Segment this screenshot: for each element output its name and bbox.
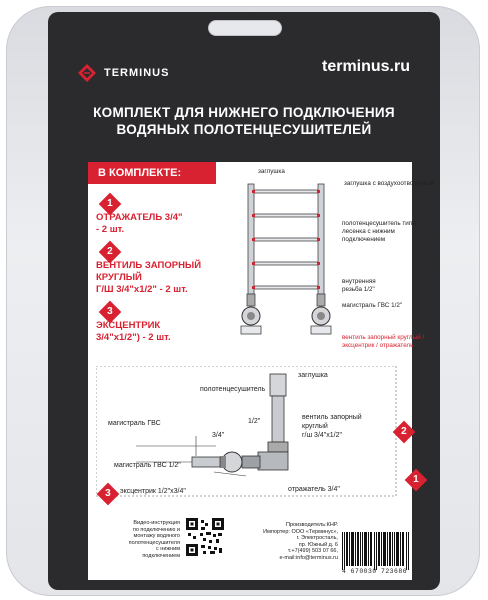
qr-code-icon[interactable] [186,518,224,556]
manufacturer-info: Производитель:КНР. Импортер: ООО «Терминус», г. Электросталь, пр. Южный д. 6 т.+7(499) 503 07 66, e-mail:info@terminus.ru [263,522,338,561]
label-plug-2: заглушка [298,372,328,379]
kit-item-3: ЭКСЦЕНТРИК 3/4"х1/2") - 2 шт. [96,320,171,343]
label-thread-2: резьба 1/2" [342,286,375,293]
label-half-inch: 1/2" [248,418,261,425]
label-valve-1: вентиль запорный круглый / [342,334,425,341]
label-three-quarter: 3/4" [212,432,225,439]
diagram-number-1: 1 [405,469,428,492]
label-valve-2-3: г/ш 3/4"х1/2" [302,432,342,439]
kit-number-1: 1 [99,193,122,216]
label-dryer-1: полотенцесушитель типа [342,220,416,227]
kit-header: В КОМПЛЕКТЕ: [88,162,216,184]
barcode-number: 4 670030 723686 [342,568,408,575]
label-main-gvs: магистраль ГВС 1/2" [342,302,403,309]
label-valve-2: эксцентрик / отражатель [342,342,414,349]
brand-name: TERMINUS [104,67,170,79]
info-panel [88,162,435,580]
kit-item-1: ОТРАЖАТЕЛЬ 3/4" - 2 шт. [96,212,183,235]
kit-number-3: 3 [99,301,122,324]
brand-site: terminus.ru [321,58,410,75]
label-valve-2-1: вентиль запорный [302,414,362,421]
label-plug-vent: заглушка с воздухоотводчиком [344,180,435,187]
title-line-2: ВОДЯНЫХ ПОЛОТЕНЦЕСУШИТЕЛЕЙ [116,122,372,137]
label-dryer-2: полотенцесушитель [200,386,266,393]
label-dryer-3: подключением [342,236,386,243]
title-line-1: КОМПЛЕКТ ДЛЯ НИЖНЕГО ПОДКЛЮЧЕНИЯ [93,105,395,120]
barcode-icon [342,532,410,570]
brand-logo [78,64,169,82]
label-reflector: отражатель 3/4" [288,486,340,493]
diagram-number-3: 3 [97,483,120,506]
towel-dryer-diagram [228,176,338,352]
terminus-logo-icon [78,64,96,82]
label-dryer-2: лесенка с нижним [342,228,395,235]
product-title [48,104,440,138]
video-instructions: Видео-инструкция по подключению и монтажу водяного полотенцесушителя с нижним подключением [128,520,180,559]
label-main-gvs-2: магистраль ГВС [108,420,161,427]
label-plug: заглушка [258,168,285,175]
diagram-number-2: 2 [393,421,416,444]
label-thread-1: внутренняя [342,278,376,285]
hang-hole [208,20,282,36]
label-eccentric: эксцентрик 1/2"х3/4" [120,488,186,495]
label-valve-2-2: круглый [302,423,328,430]
kit-item-2: ВЕНТИЛЬ ЗАПОРНЫЙ КРУГЛЫЙ Г/Ш 3/4"х1/2" - 2 шт. [96,260,202,295]
label-main-half: магистраль ГВС 1/2" [114,462,181,469]
kit-number-2: 2 [99,241,122,264]
product-card [48,12,440,590]
